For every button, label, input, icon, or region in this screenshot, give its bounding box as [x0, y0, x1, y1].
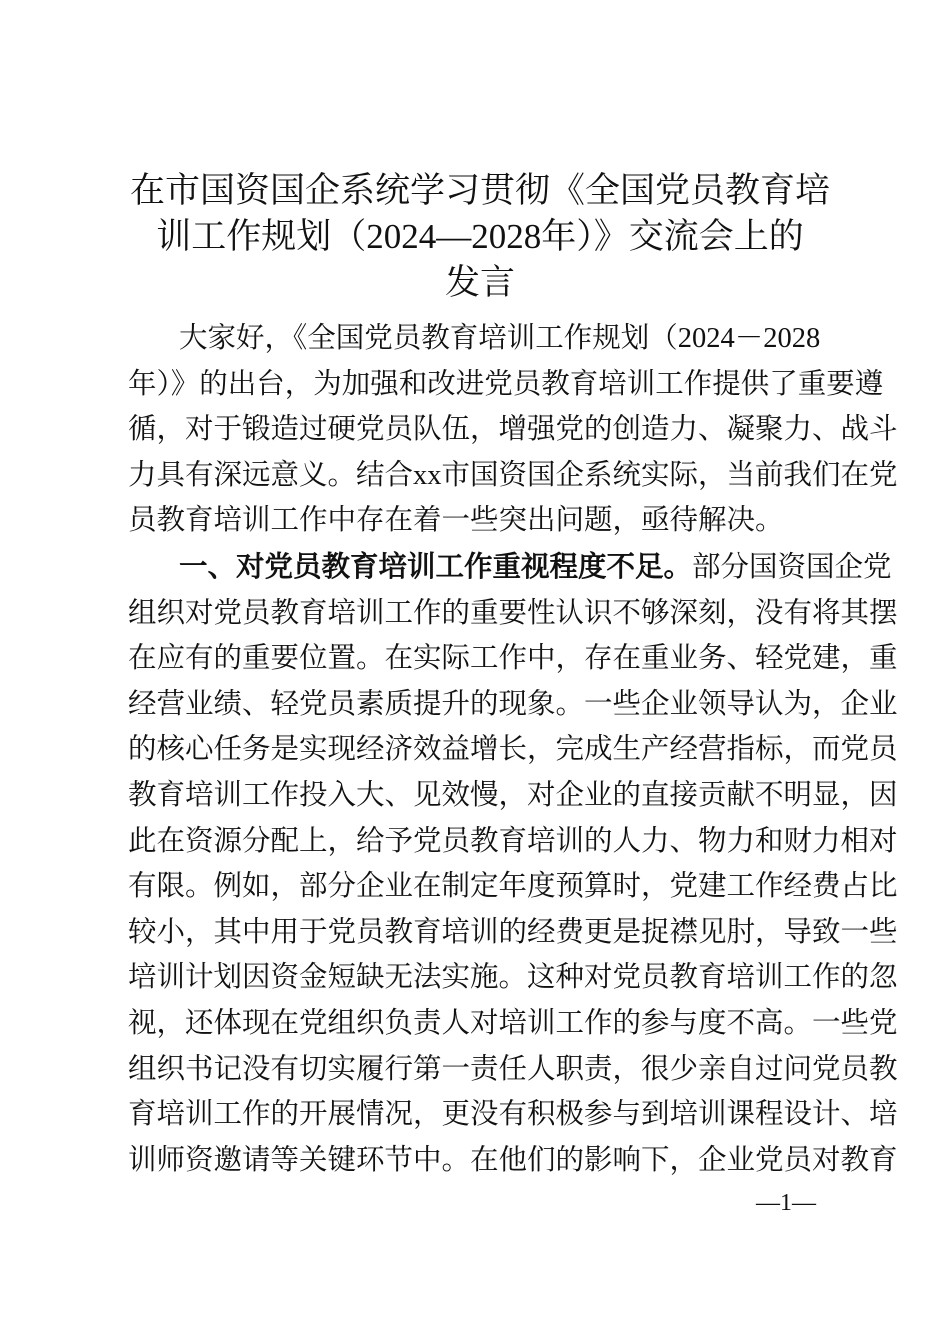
section-1-paragraph	[128, 545, 898, 1183]
section-heading: 一、对党员教育培训工作重视程度不足。	[179, 551, 693, 583]
document-title	[110, 168, 850, 306]
document-body	[128, 316, 898, 1183]
intro-paragraph	[128, 316, 898, 544]
page-number: —1—	[756, 1190, 816, 1216]
text-line: 的核心任务是实现经济效益增长，完成生产经营指标，而党员	[128, 734, 898, 766]
text-line: 育培训工作的开展情况，更没有积极参与到培训课程设计、培	[128, 1099, 898, 1131]
text-line: 培训计划因资金短缺无法实施。这种对党员教育培训工作的忽	[128, 962, 898, 994]
text-line	[128, 545, 892, 591]
text-line: 大家好，《全国党员教育培训工作规划（2024－2028	[179, 323, 821, 354]
text-line: 视，还体现在党组织负责人对培训工作的参与度不高。一些党	[128, 1007, 898, 1039]
text-line: 循，对于锻造过硬党员队伍，增强党的创造力、凝聚力、战斗	[128, 414, 898, 446]
text-span: 部分国资国企党	[692, 551, 892, 583]
text-line: 训师资邀请等关键环节中。在他们的影响下，企业党员对教育	[128, 1144, 898, 1176]
text-line: 有限。例如，部分企业在制定年度预算时，党建工作经费占比	[128, 871, 898, 903]
text-line: 员教育培训工作中存在着一些突出问题，亟待解决。	[128, 505, 784, 537]
text-line: 组织书记没有切实履行第一责任人职责，很少亲自过问党员教	[128, 1053, 898, 1085]
text-line: 年）》的出台，为加强和改进党员教育培训工作提供了重要遵	[128, 368, 884, 400]
title-line: 发言	[444, 263, 515, 302]
text-line: 力具有深远意义。结合xx市国资国企系统实际，当前我们在党	[128, 459, 898, 491]
title-line: 训工作规划（2024—2028年）》交流会上的	[156, 217, 804, 256]
text-line: 教育培训工作投入大、见效慢，对企业的直接贡献不明显，因	[128, 779, 898, 811]
text-line: 此在资源分配上，给予党员教育培训的人力、物力和财力相对	[128, 825, 898, 857]
text-line: 在应有的重要位置。在实际工作中，存在重业务、轻党建，重	[128, 643, 898, 675]
text-line: 较小，其中用于党员教育培训的经费更是捉襟见肘，导致一些	[128, 916, 898, 948]
text-line: 组织对党员教育培训工作的重要性认识不够深刻，没有将其摆	[128, 597, 898, 629]
text-line: 经营业绩、轻党员素质提升的现象。一些企业领导认为，企业	[128, 688, 898, 720]
title-line: 在市国资国企系统学习贯彻《全国党员教育培	[129, 171, 830, 210]
